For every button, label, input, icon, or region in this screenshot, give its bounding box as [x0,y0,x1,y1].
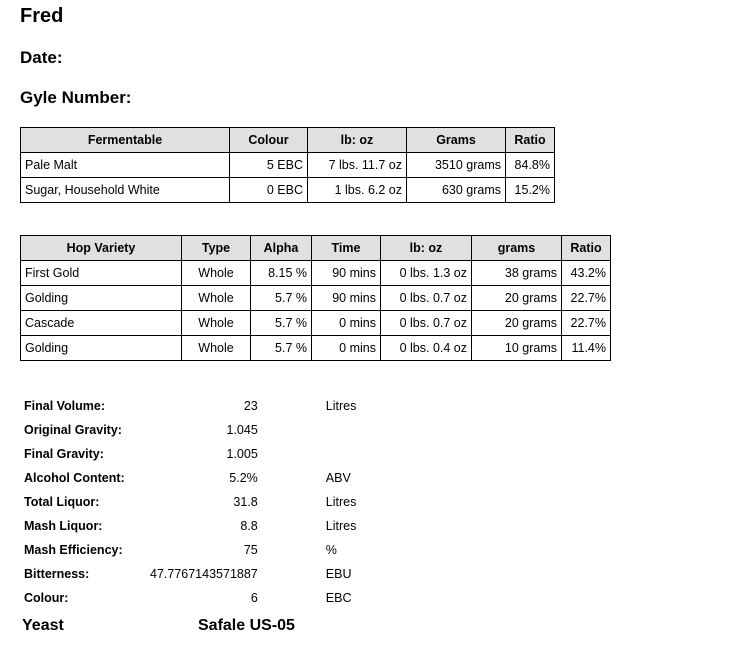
cell-grams: 38 grams [472,261,562,286]
summary-value: 75 [243,543,258,557]
summary-row-original-gravity [20,418,410,442]
summary-value: 5.2% [229,471,258,485]
cell-lb-oz: 0 lbs. 0.7 oz [381,286,472,311]
recipe-title: Fred [20,5,64,27]
cell-colour: 0 EBC [230,178,308,203]
cell-grams: 20 grams [472,286,562,311]
table-row [21,153,555,178]
column-header-type: Type [182,236,251,261]
cell-ratio: 22.7% [562,311,611,336]
summary-label: Original Gravity: [24,423,122,437]
cell-lb-oz: 0 lbs. 1.3 oz [381,261,472,286]
cell-type: Whole [182,286,251,311]
cell-grams: 10 grams [472,336,562,361]
summary-label: Colour: [24,591,69,605]
column-header-colour: Colour [230,128,308,153]
summary-value: 47.7767143571887 [150,567,258,581]
cell-type: Whole [182,336,251,361]
hops-table [20,235,611,361]
summary-unit: % [325,543,337,557]
summary-unit: EBC [325,591,352,605]
summary-row-total-liquor [20,490,410,514]
summary-row-mash-liquor [20,514,410,538]
column-header-hop-variety: Hop Variety [21,236,182,261]
column-header-ratio: Ratio [506,128,555,153]
summary-unit: Litres [325,519,357,533]
summary-unit [268,442,410,466]
summary-label: Bitterness: [24,567,90,581]
summary-label: Mash Liquor: [24,519,103,533]
column-header-ratio: Ratio [562,236,611,261]
cell-hop-variety: First Gold [21,261,182,286]
summary-value: 6 [250,591,258,605]
cell-ratio: 43.2% [562,261,611,286]
cell-time: 90 mins [312,286,381,311]
table-row [21,286,611,311]
cell-alpha: 5.7 % [251,336,312,361]
column-header-fermentable: Fermentable [21,128,230,153]
summary-row-final-volume [20,394,410,418]
date-label: Date: [20,48,63,67]
cell-alpha: 8.15 % [251,261,312,286]
column-header-alpha: Alpha [251,236,312,261]
summary-value: 31.8 [233,495,258,509]
table-row [21,178,555,203]
summary-unit: ABV [325,471,351,485]
cell-lb-oz: 0 lbs. 0.7 oz [381,311,472,336]
table-row [21,261,611,286]
cell-ratio: 11.4% [562,336,611,361]
column-header-lb-oz: lb: oz [308,128,407,153]
cell-colour: 5 EBC [230,153,308,178]
cell-alpha: 5.7 % [251,286,312,311]
cell-grams: 3510 grams [407,153,506,178]
cell-ratio: 84.8% [506,153,555,178]
cell-fermentable: Sugar, Household White [21,178,230,203]
summary-value: 1.045 [226,423,258,437]
summary-unit: EBU [325,567,352,581]
yeast-value: Safale US-05 [198,617,295,634]
summary-row-final-gravity [20,442,410,466]
cell-alpha: 5.7 % [251,311,312,336]
table-row [21,336,611,361]
cell-lb-oz: 7 lbs. 11.7 oz [308,153,407,178]
gyle-number-label: Gyle Number: [20,88,132,107]
cell-lb-oz: 0 lbs. 0.4 oz [381,336,472,361]
cell-ratio: 15.2% [506,178,555,203]
cell-grams: 20 grams [472,311,562,336]
cell-grams: 630 grams [407,178,506,203]
cell-hop-variety: Cascade [21,311,182,336]
table-row [21,311,611,336]
column-header-grams: grams [472,236,562,261]
summary-unit: Litres [325,495,357,509]
fermentables-table [20,127,555,203]
table-header-row [21,128,555,153]
summary-label: Alcohol Content: [24,471,125,485]
summary-unit [268,418,410,442]
cell-type: Whole [182,311,251,336]
cell-hop-variety: Golding [21,336,182,361]
column-header-grams: Grams [407,128,506,153]
summary-unit: Litres [325,399,357,413]
summary-row-mash-efficiency [20,538,410,562]
cell-lb-oz: 1 lbs. 6.2 oz [308,178,407,203]
cell-hop-variety: Golding [21,286,182,311]
summary-row-colour [20,586,410,610]
column-header-lb-oz: lb: oz [381,236,472,261]
summary-value: 23 [243,399,258,413]
summary-label: Total Liquor: [24,495,100,509]
summary-label: Mash Efficiency: [24,543,123,557]
cell-type: Whole [182,261,251,286]
cell-ratio: 22.7% [562,286,611,311]
summary-row-bitterness [20,562,410,586]
summary-value: 8.8 [240,519,258,533]
cell-fermentable: Pale Malt [21,153,230,178]
column-header-time: Time [312,236,381,261]
summary-label: Final Volume: [24,399,106,413]
cell-time: 0 mins [312,311,381,336]
summary-label: Final Gravity: [24,447,104,461]
summary-table [20,394,410,610]
cell-time: 90 mins [312,261,381,286]
table-header-row [21,236,611,261]
cell-time: 0 mins [312,336,381,361]
yeast-label: Yeast [22,617,64,634]
summary-value: 1.005 [226,447,258,461]
summary-row-alcohol-content [20,466,410,490]
